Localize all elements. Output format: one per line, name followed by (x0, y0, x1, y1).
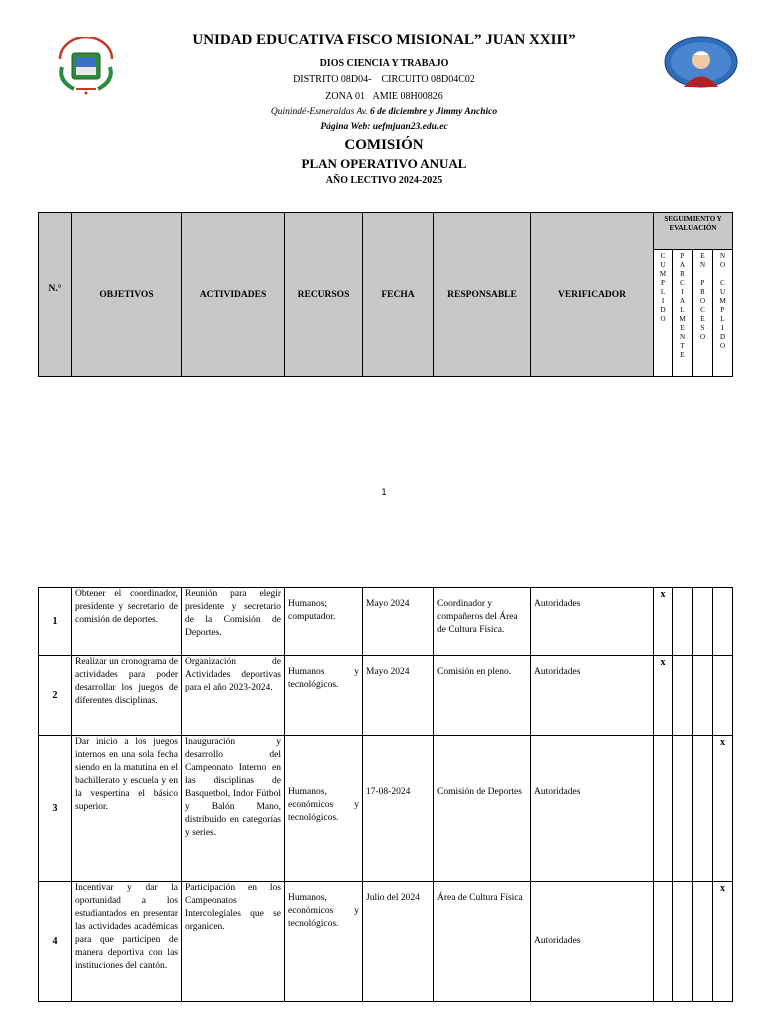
col-header-verifier: VERIFICADOR (531, 213, 654, 377)
status-header-letter: N (699, 261, 706, 269)
row-number: 1 (39, 588, 72, 656)
status-header-letter: P (700, 279, 705, 287)
status-header-letter: R (680, 270, 685, 278)
objective-cell: Realizar un cronograma de actividades para poder desarrollar los juegos de diferentes disciplinas. (72, 656, 182, 736)
status-header-letter: A (679, 297, 686, 305)
responsible-cell: Comisión de Deportes (434, 736, 531, 882)
col-header-resources: RECURSOS (285, 213, 363, 377)
school-year: AÑO LECTIVO 2024-2025 (325, 175, 443, 186)
mark-in-progress (693, 736, 713, 882)
mark-not-completed: x (713, 882, 733, 1002)
amie-code: AMIE 08H00826 (372, 91, 443, 102)
mark-partial (673, 736, 693, 882)
status-header-letter: I (661, 297, 665, 305)
table-row (39, 736, 733, 882)
status-header-letter: O (699, 297, 706, 305)
status-header-letter: M (719, 297, 726, 305)
mark-partial (673, 588, 693, 656)
mark-completed (654, 736, 673, 882)
responsible-cell: Comisión en pleno. (434, 656, 531, 736)
zone: ZONA 01 (325, 91, 365, 102)
col-header-tracking: SEGUIMIENTO Y EVALUACIÓN (654, 213, 733, 250)
school-motto: DIOS CIENCIA Y TRABAJO (319, 58, 449, 69)
resources-cell: Humanos; computador. (285, 588, 363, 656)
status-header-letter: O (660, 315, 666, 323)
status-header-letter: M (679, 315, 686, 323)
page-number: 1 (381, 488, 387, 498)
status-header-letter: T (680, 342, 685, 350)
responsible-cell: Coordinador y compañeros del Área de Cultura Física. (434, 588, 531, 656)
status-header-letter: L (720, 315, 725, 323)
status-header-letter: I (681, 288, 684, 296)
status-header-in-progress (693, 250, 713, 377)
status-header-letter: O (719, 342, 726, 350)
mark-completed: x (654, 588, 673, 656)
status-header-letter: C (660, 252, 666, 260)
activity-cell: Inauguración y desarrollo del Campeonato Interno en las disciplinas de Basquetbol, Indor Fútbol y Balón Mano, distribuido en categorías y series. (182, 736, 285, 882)
status-header-letter: N (719, 252, 726, 260)
status-header-letter: D (660, 306, 666, 314)
status-header-letter: E (680, 351, 685, 359)
district: DISTRITO 08D04- (293, 74, 372, 85)
status-header-letter: C (680, 279, 685, 287)
resources-cell: Humanos, económicos y tecnológicos. (285, 882, 363, 1002)
status-header-letter: N (679, 333, 686, 341)
status-header-letter: D (719, 333, 726, 341)
objective-cell: Incentivar y dar la oportunidad a los estudiantados en presentar las actividades académicas para que participen de manera deportiva con las instituciones del cantón. (72, 882, 182, 1002)
col-header-responsible: RESPONSABLE (434, 213, 531, 377)
table-row (39, 882, 733, 1002)
district-line (0, 74, 768, 85)
responsible-cell: Área de Cultura Física (434, 882, 531, 1002)
date-cell: Mayo 2024 (363, 588, 434, 656)
table-row (39, 656, 733, 736)
mark-in-progress (693, 588, 713, 656)
verifier-cell: Autoridades (531, 882, 654, 1002)
status-header-letter: U (660, 261, 666, 269)
status-header-letter: I (721, 324, 724, 332)
activity-cell: Reunión para elegir presidente y secretario de la Comisión de Deportes. (182, 588, 285, 656)
circuit: CIRCUITO 08D04C02 (381, 74, 475, 85)
status-header-letter: S (700, 324, 705, 332)
objective-cell: Obtener el coordinador, presidente y secretario de comisión de deportes. (72, 588, 182, 656)
status-header-letter: P (720, 306, 725, 314)
col-header-number: N.° (39, 213, 72, 377)
status-header-letter: L (660, 288, 666, 296)
mark-not-completed: x (713, 736, 733, 882)
mark-completed: x (654, 656, 673, 736)
plan-table-body (38, 587, 733, 1002)
resources-cell: Humanos y tecnológicos. (285, 656, 363, 736)
status-header-letter (693, 270, 712, 279)
mark-partial (673, 656, 693, 736)
address-prefix: Quinindé-Esmeraldas Av. (270, 107, 368, 117)
mark-in-progress (693, 656, 713, 736)
status-header-partial (673, 250, 693, 377)
col-header-activities: ACTIVIDADES (182, 213, 285, 377)
address-street: 6 de diciembre y Jimmy Anchico (370, 107, 498, 117)
status-header-not-completed (713, 250, 733, 377)
col-header-objectives: OBJETIVOS (72, 213, 182, 377)
date-cell: Mayo 2024 (363, 656, 434, 736)
status-header-completed (654, 250, 673, 377)
status-header-letter: C (720, 279, 725, 287)
status-header-letter: L (680, 306, 685, 314)
status-header-letter: O (699, 333, 706, 341)
zone-line (0, 91, 768, 102)
status-header-letter: O (719, 261, 726, 269)
resources-cell: Humanos, económicos y tecnológicos. (285, 736, 363, 882)
activity-cell: Organización de Actividades deportivas para el año 2023-2024. (182, 656, 285, 736)
website: Página Web: uefmjuan23.edu.ec (320, 122, 448, 132)
verifier-cell: Autoridades (531, 736, 654, 882)
objective-cell: Dar inicio a los juegos internos en una sola fecha siendo en la matutina en el bachillerato y escuela y en la vespertina el básico superior. (72, 736, 182, 882)
status-header-letter: R (700, 288, 705, 296)
status-header-letter: C (700, 306, 705, 314)
col-header-date: FECHA (363, 213, 434, 377)
status-header-letter: E (680, 324, 685, 332)
status-header-letter: E (700, 252, 705, 260)
status-header-letter: P (680, 252, 685, 260)
status-header-letter: E (700, 315, 705, 323)
mark-completed (654, 882, 673, 1002)
status-header-letter: A (679, 261, 686, 269)
date-cell: 17-08-2024 (363, 736, 434, 882)
verifier-cell: Autoridades (531, 588, 654, 656)
mark-partial (673, 882, 693, 1002)
plan-table-header (38, 212, 733, 377)
document-title: COMISIÓN (344, 137, 424, 153)
address (0, 107, 768, 117)
status-header-letter: M (659, 270, 667, 278)
date-cell: Julio del 2024 (363, 882, 434, 1002)
status-header-letter: P (661, 279, 665, 287)
mark-not-completed (713, 656, 733, 736)
mark-in-progress (693, 882, 713, 1002)
school-name: UNIDAD EDUCATIVA FISCO MISIONAL” JUAN XXIII” (192, 32, 576, 48)
status-header-letter: U (719, 288, 726, 296)
mark-not-completed (713, 588, 733, 656)
row-number: 2 (39, 656, 72, 736)
activity-cell: Participación en los Campeonatos Intercolegiales que se organicen. (182, 882, 285, 1002)
verifier-cell: Autoridades (531, 656, 654, 736)
status-header-letter (713, 270, 732, 279)
table-row (39, 588, 733, 656)
plan-title: PLAN OPERATIVO ANUAL (301, 156, 467, 171)
row-number: 4 (39, 882, 72, 1002)
row-number: 3 (39, 736, 72, 882)
